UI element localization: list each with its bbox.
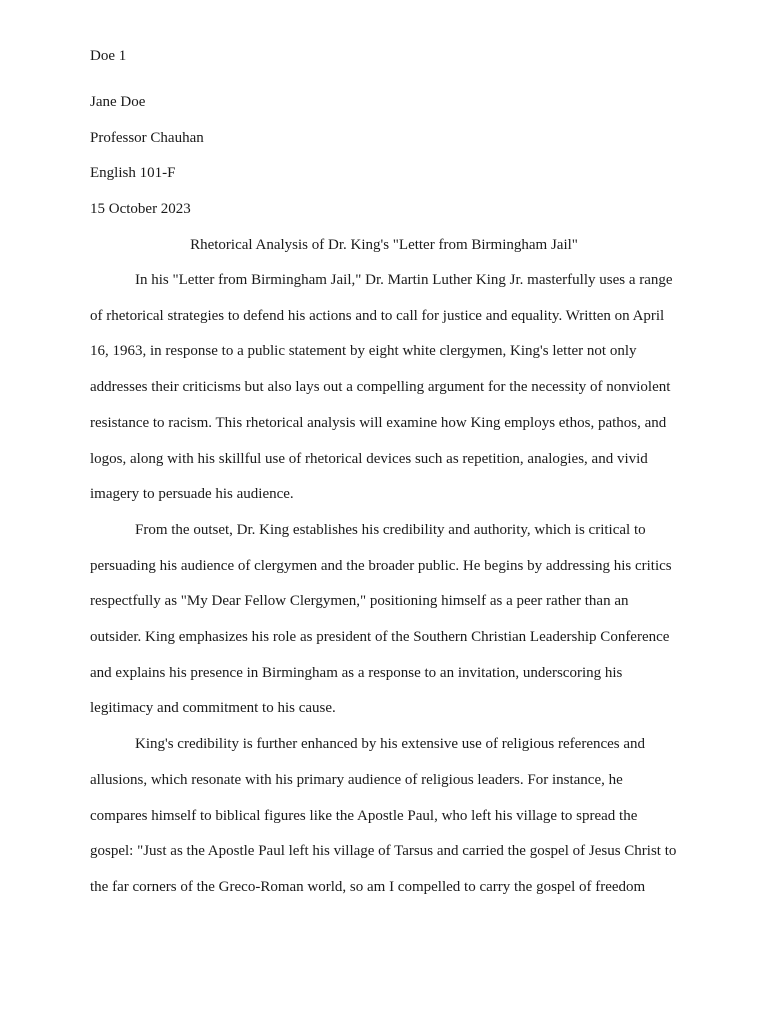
paragraph-3: King's credibility is further enhanced by his extensive use of religious references and allusions, which resonate with his primary audience of religious leaders. For instance, he compares himself to biblical figures like the Apostle Paul, who left his village to spread the gospel: "Just as the Apostle Paul left his village of Tarsus and carried the gospel of Jesus Christ to the far corners of the Greco-Roman world, so am I compelled to carry the gospel of freedom [90, 736, 677, 895]
essay-body [90, 263, 678, 906]
professor-name: Professor Chauhan [90, 129, 204, 146]
essay-date: 15 October 2023 [90, 200, 191, 217]
student-name: Jane Doe [90, 94, 146, 110]
course-name: English 101-F [90, 165, 176, 182]
essay-title: Rhetorical Analysis of Dr. King's "Letter from Birmingham Jail" [190, 237, 578, 253]
paragraph-1: In his "Letter from Birmingham Jail," Dr. Martin Luther King Jr. masterfully uses a range of rhetorical strategies to defend his actions and to call for justice and equality. Written on April 16, 1963, in response to a public statement by eight white clergymen, King's letter not only addresses their criticisms but also lays out a compelling argument for the necessity of nonviolent resistance to racism. This rhetorical analysis will examine how King employs ethos, pathos, and logos, along with his skillful use of rhetorical devices such as repetition, analogies, and vivid imagery to persuade his audience. [90, 272, 673, 503]
mla-heading [90, 92, 680, 234]
paragraph-2: From the outset, Dr. King establishes his credibility and authority, which is critical to persuading his audience of clergymen and the broader public. He begins by addressing his critics respectfully as "My Dear Fellow Clergymen," positioning himself as a peer rather than an outsider. King emphasizes his role as president of the Southern Christian Leadership Conference and explains his presence in Birmingham as a response to an invitation, underscoring his legitimacy and commitment to his cause. [90, 521, 672, 717]
running-head: Doe 1 [90, 48, 127, 64]
